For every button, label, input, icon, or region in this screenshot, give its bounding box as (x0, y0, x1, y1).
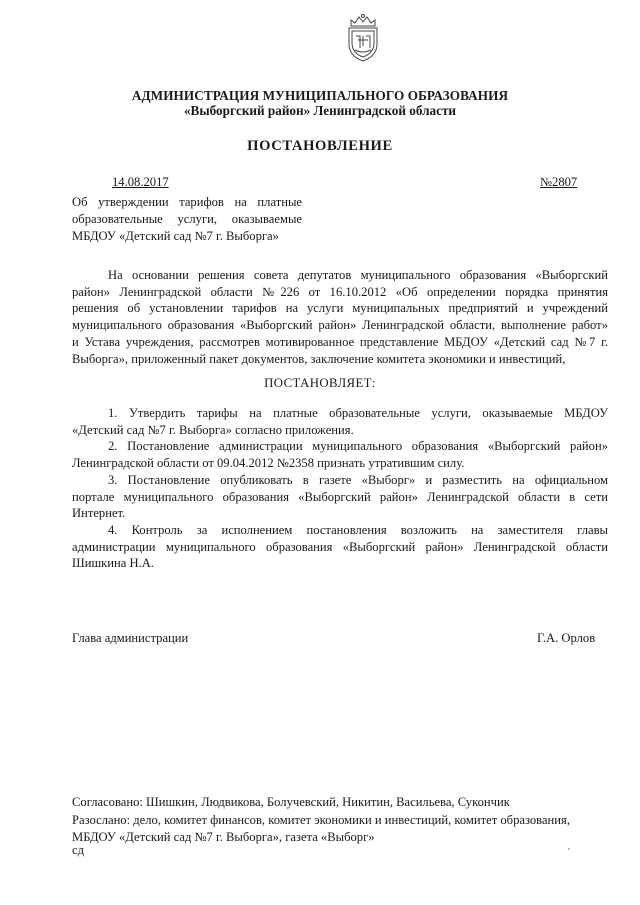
item-line: Шишкина Н.А. (72, 556, 154, 571)
item-line: 3. Постановление опубликовать в газете «Выборг» и разместить на официальном (108, 472, 608, 487)
header-organization-line2: «Выборгский район» Ленинградской области (183, 103, 457, 118)
author-initials: сд (72, 843, 84, 857)
preamble-line: и Устава учреждения, рассмотрев мотивированное представление МБДОУ «Детский сад №7 г. (72, 334, 608, 349)
document-number: №2807 (540, 175, 578, 189)
distribution-list: Разослано: дело, комитет финансов, комитет экономики и инвестиций, комитет образования, МБДОУ «Детский сад №7 г. Выборга», газета «Выборг» (72, 813, 570, 844)
decree-items (72, 405, 608, 572)
document-date: 14.08.2017 (112, 175, 169, 189)
item-line: 4. Контроль за исполнением постановления возложить на заместителя главы (108, 522, 608, 537)
item-line: 2. Постановление администрации муниципального образования «Выборгский район» (108, 439, 608, 454)
coat-of-arms-emblem (343, 12, 383, 64)
header-organization-line1: АДМИНИСТРАЦИЯ МУНИЦИПАЛЬНОГО ОБРАЗОВАНИЯ (131, 88, 509, 103)
preamble-line: Выборга», приложенный пакет документов, заключение комитета экономики и инвестиций, (72, 351, 566, 366)
item-line: Интернет. (72, 506, 126, 521)
signatory-name: Г.А. Орлов (537, 631, 596, 645)
subject-line: образовательные услуги, оказываемые (72, 212, 302, 226)
preamble-line: район» Ленинградской области №226 от 16.10.2012 «Об определении порядка принятия (72, 284, 608, 299)
document-subject (72, 194, 302, 245)
preamble-line: муниципального образования «Выборгский район» Ленинградской области, выполнение работ» (72, 318, 608, 333)
decree-word: ПОСТАНОВЛЯЕТ: (264, 376, 376, 390)
item-line: Ленинградской области от 09.04.2012 №2358 признать утратившим силу. (72, 456, 465, 471)
signatory-position: Глава администрации (72, 631, 189, 645)
item-line: администрации муниципального образования «Выборгский район» Ленинградской области (72, 539, 608, 554)
item-line: 1. Утвердить тарифы на платные образовательные услуги, оказываемые МБДОУ (108, 406, 608, 420)
item-line: портале муниципального образования «Выборгский район» Ленинградской области в сети (72, 489, 608, 504)
document-title: ПОСТАНОВЛЕНИЕ (247, 138, 393, 154)
scan-speck (568, 848, 570, 850)
subject-line: МБДОУ «Детский сад №7 г. Выборга» (72, 229, 279, 243)
preamble-line: На основании решения совета депутатов муниципального образования «Выборгский (108, 268, 608, 282)
item-line: «Детский сад №7 г. Выборга» согласно приложения. (72, 422, 354, 437)
preamble-paragraph (72, 267, 608, 367)
agreed-by: Согласовано: Шишкин, Людвикова, Болучевский, Никитин, Васильева, Сукончик (72, 795, 510, 809)
preamble-line: решения об установлении тарифов на услуги муниципальных предприятий и учреждений (72, 301, 608, 316)
subject-line: Об утверждении тарифов на платные (72, 195, 302, 209)
